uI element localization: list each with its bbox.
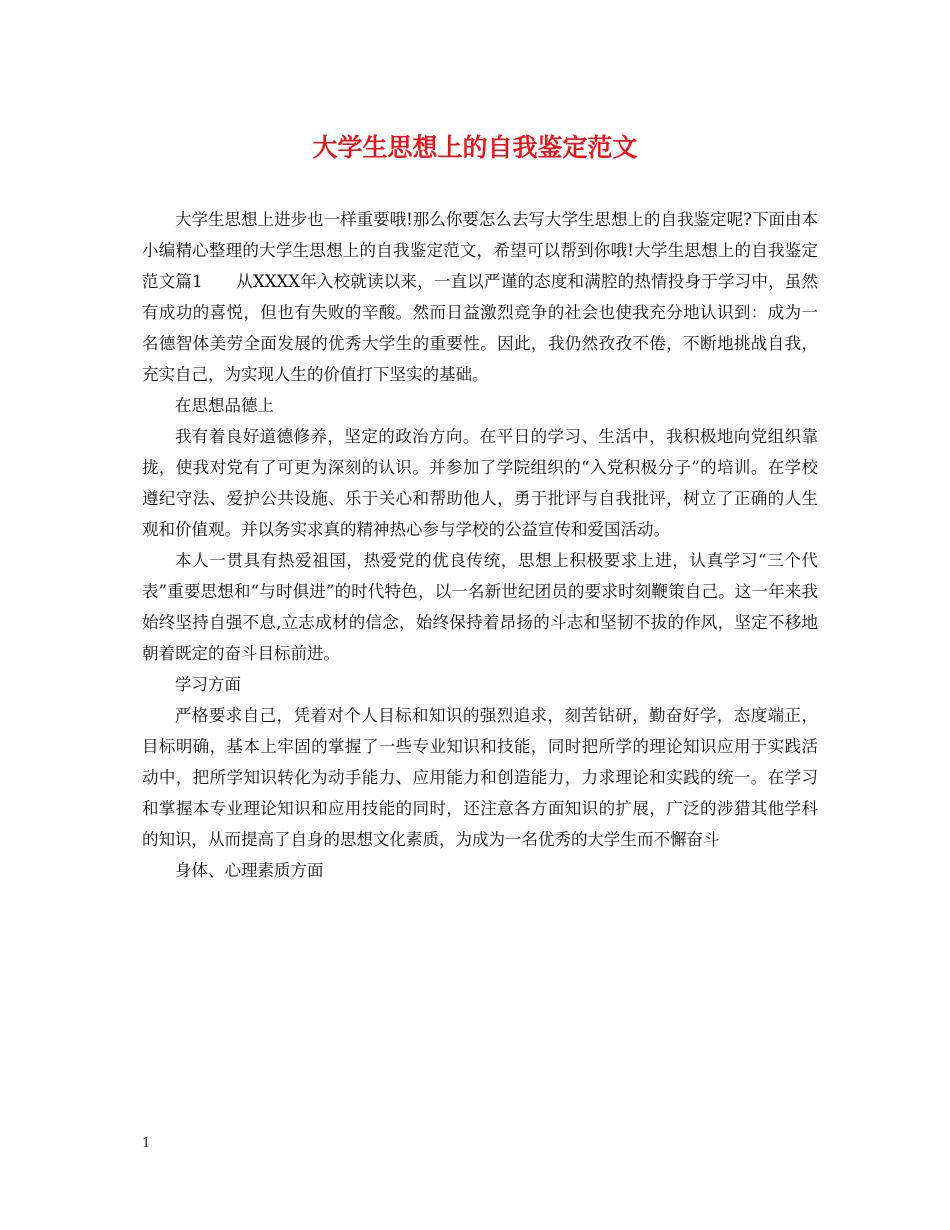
paragraph-intro: 大学生思想上进步也一样重要哦!那么你要怎么去写大学生思想上的自我鉴定呢?下面由本小编精心整理的大学生思想上的自我鉴定范文，希望可以帮到你哦!大学生思想上的自我鉴定范文篇1 从XXXX年入校就读以来，一直以严谨的态度和满腔的热情投身于学习中，虽然有成功的喜悦，但也有失败的辛酸。然而日益激烈竞争的社会也使我充分地认识到：成为一名德智体美劳全面发展的优秀大学生的重要性。因此，我仍然孜孜不倦，不断地挑战自我，充实自己，为实现人生的价值打下坚实的基础。	[142, 210, 818, 384]
page-number: 1	[142, 1136, 151, 1151]
paragraph-moral: 我有着良好道德修养，坚定的政治方向。在平日的学习、生活中，我积极地向党组织靠拢，使我对党有了可更为深刻的认识。并参加了学院组织的“入党积极分子”的培训。在学校遵纪守法、爱护公共设施、乐于关心和帮助他人，勇于批评与自我批评，树立了正确的人生观和价值观。并以务实求真的精神热心参与学校的公益宣传和爱国活动。	[142, 427, 818, 539]
paragraph-study: 严格要求自己，凭着对个人目标和知识的强烈追求，刻苦钻研，勤奋好学，态度端正，目标明确，基本上牢固的掌握了一些专业知识和技能，同时把所学的理论知识应用于实践活动中，把所学知识转化为动手能力、应用能力和创造能力，力求理论和实践的统一。在学习和掌握本专业理论知识和应用技能的同时，还注意各方面知识的扩展，广泛的涉猎其他学科的知识，从而提高了自身的思想文化素质，为成为一名优秀的大学生而不懈奋斗	[142, 706, 818, 849]
paragraph-patriotism: 本人一贯具有热爱祖国，热爱党的优良传统，思想上积极要求上进，认真学习“三个代表”重要思想和“与时俱进”的时代特色，以一名新世纪团员的要求时刻鞭策自己。这一年来我始终坚持自强不息,立志成材的信念，始终保持着昂扬的斗志和坚韧不拔的作风，坚定不移地朝着既定的奋斗目标前进。	[142, 551, 818, 663]
document-title: 大学生思想上的自我鉴定范文	[312, 133, 638, 162]
heading-study: 学习方面	[175, 675, 241, 694]
heading-moral: 在思想品德上	[175, 396, 274, 415]
heading-physical-mental: 身体、心理素质方面	[175, 861, 324, 880]
document-body	[142, 204, 818, 886]
